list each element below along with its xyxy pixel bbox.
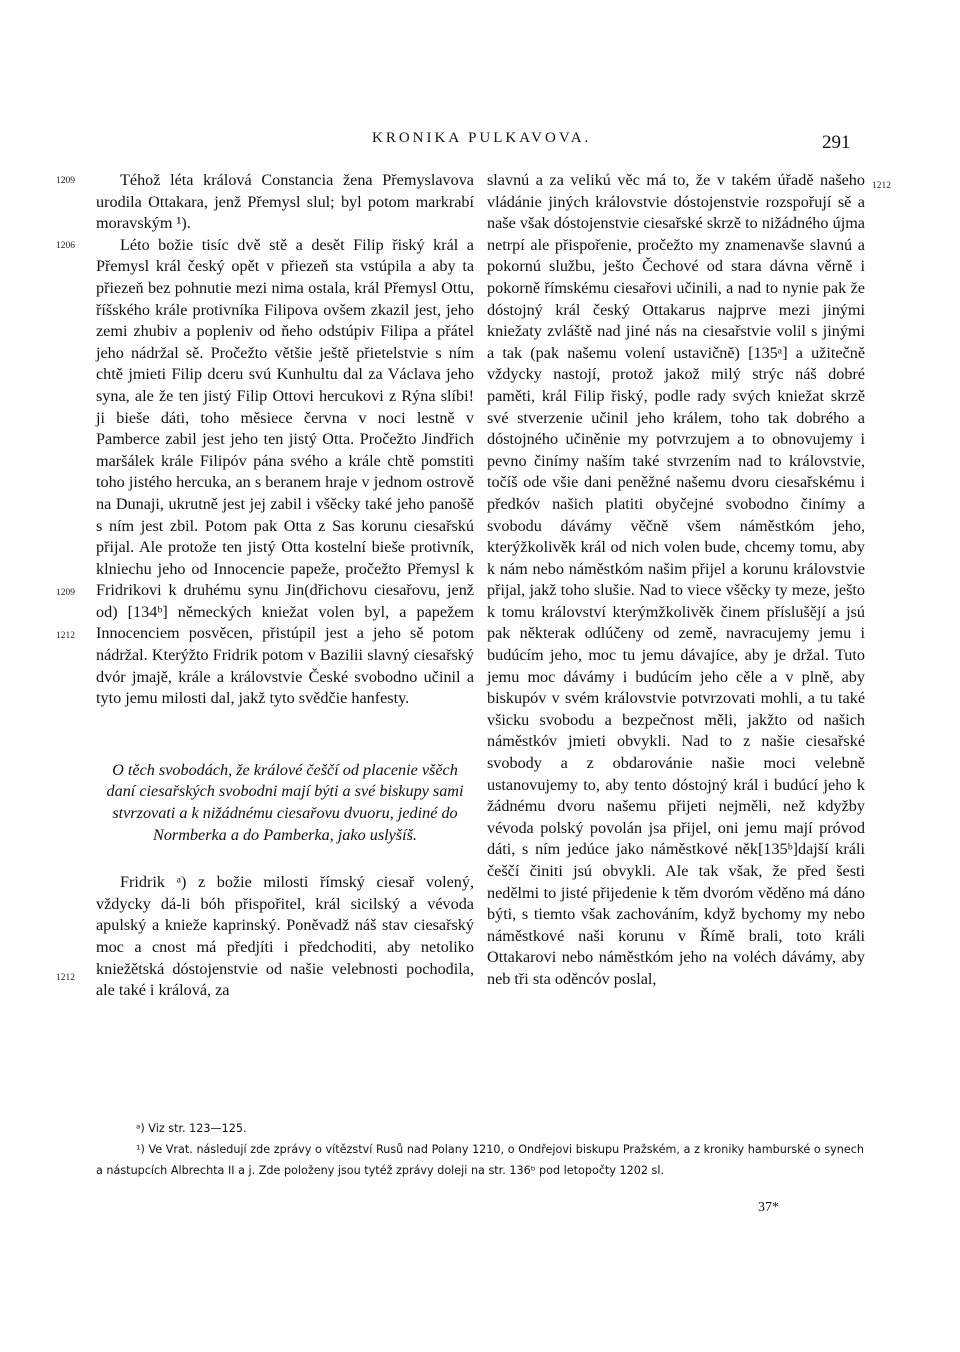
right-column xyxy=(487,170,865,991)
margin-year: 1212 xyxy=(872,181,891,191)
section-heading: O těch svobodách, že králové češčí od placenie všěch daní ciesařských svobodni mají býti a své biskupy sami stvrzovati a k nižádnému ciesařovu dvuoru, jediné do Normberka a do Pamberka, jako uslyšíš. xyxy=(106,760,464,844)
paragraph: Téhož léta králová Constancia žena Přemyslavova urodila Ottakara, jenž Přemysl slul; byl potom markrabí moravským ¹). xyxy=(96,171,474,233)
margin-year: 1206 xyxy=(56,241,75,251)
page-header xyxy=(0,130,960,154)
running-title: KRONIKA PULKAVOVA. xyxy=(372,130,592,146)
left-column xyxy=(96,170,474,1002)
margin-year: 1212 xyxy=(56,973,75,983)
footnote: ᵃ) Viz str. 123—125. xyxy=(136,1122,247,1135)
paragraph: Fridrik ᵃ) z božie milosti římský ciesař volený, vždycky dá-li bóh přispořitel, král sicilský a vévoda apulský a knieže kaprinský. Poněvadž náš stav ciesařský moc a cnost má předjíti i předchoditi, aby netoliko kniežětská dóstojenstvie od našie velebnosti pochodila, ale také i králová, za xyxy=(96,873,474,1000)
paragraph: Léto božie tisíc dvě stě a desět Filip řiský král a Přemysl král český opět v přiezeň sta vstúpila a aby ta přiezeň bez pohnutie mezi nima ostala, král Přemysl Ottu, říšského krále protivníka Filipova ovšem zkazil jest, jeho zemi zhubiv a popleniv od ňeho odstúpiv Filipa a přátel jeho nádržal sě. Pročežto většie ještě přietelstvie s ním chtě jmieti Filip dceru svú Kunhultu dal za Václava jeho syna, ale že ten jistý Filip Ottovi hercukovi z Rýna slíbi! ji bieše dáti, toho měsiece června v noci lestně v Pamberce zabil jest jeho ten jistý Otta. Pročežto Jindřich maršálek krále Filipóv pána svého a krále chtě pomstiti toho jistého hercuka, an s beranem hraje v jednom ostrově na Dunaji, ukrutně jest jej zabil i všěcky také jeho panošě s ním jest zbil. Potom pak Otta z Sas korunu ciesařskú přijal. Ale protože ten jistý Otta kostelní bieše protivník, klniechu jeho od Innocencie papeže, pročežto Přemysl k Fridrikovi k druhému synu Jin(dřichovu ciesařovu, jenž od) [134ᵇ] německých kniežat volen byl, a papežem Innocenciem posvěcen, přistúpil jest a jeho sě potom nádržal. Kterýžto Fridrik potom v Bazilii slavný ciesařský dvór jmajě, krále a královstvie České svobodno učinil a tyto jemu milosti dal, jakž tyto svědčie hanfesty. xyxy=(96,235,474,708)
paragraph: slavnú a za velikú věc má to, že v takém úřadě našeho vládánie jiných královstvie dóstojenstvie rozspořují sě a naše však dóstojenstvie ciesařské skrzě to nižádného újma netrpí ale přispořenie, pročežto my znamenavše slavnú a pokornú službu, ješto Čechové od stara dávna věrně i pokorně římskému ciesařovi učinili, a nad to nynie pak že dóstojný král český Ottakarus najprve mezi jinými kniežaty zvláště nad jiné nás na ciesařstvie volil s jinými a tak (pak našemu volení ustavičně) [135ᵃ] a užitečně vždycky nastojí, protož jakož milý strýc náš dobré paměti, král Filip řiský, podle rady svých kniežat skrzě své stverzenie učinil jeho králem, toho tak dobrého a dóstojného učiněnie my potvrzujem a to obnovujemy i pevno činímy naším také stvrzením nad to královstvie, točíš ode všie dani peněžné našemu dvoru ciesařskému i předkóv našich platiti obyčejné svobodno činímy a svobodu dávámy věčně všem náměstkóm jeho, kterýžkolivěk král od nich volen bude, chcemy tomu, aby k nám nebo náměstkóm našim přijel a korunu královstvie přijal, jakž toho slušie. Nad to viece všěcky ty meze, ješto k tomu království kterýmžkolivěk činem příslušějí a jsú pak některak odlúčeny od země, navracujemy jemu i budúcím jeho, moc tu jemu dávajíce, aby je držal. Tuto jemu moc dávámy i budúcím jeho cěle a v plně, aby biskupóv v svém královstvie potvrzovati mohli, a tu také všicku svobodu a bezpečnost měli, jakžto od našich náměstkóv jmieti obvykli. Nad to z našie ciesařské svobody a z obdarovánie našie moci velebně ustanovujemy to, aby tento dóstojný král i budúcí jeho k žádnému dvoru našemu přijeti nejměli, než kdyžby vévoda polský povolán jsa přijel, oni jemu mají próvod dáti, s ním jedúce jako náměstkové něk[135ᵇ]dajší králi češčí činiti jsú obvykli. Ale tak však, že před šesti nedělmi to jisté přijedenie k těm dvoróm věděno má dáno býti, s tiemto však zachováním, když bychomy my nebo náměstkové naši korunu v Římě brali, toto králi Ottakarovi nebo náměstkóm jeho na voléch dávámy, aby neb tři sta oděncóv poslal, xyxy=(487,171,865,988)
footnotes xyxy=(96,1118,864,1181)
margin-year: 1209 xyxy=(56,176,75,186)
signature-mark: 37* xyxy=(758,1200,779,1215)
footnote: ¹) Ve Vrat. následují zde zprávy o vítězství Rusů nad Polany 1210, o Ondřejovi biskupu Pražském, a z kroniky hamburské o synech a nástupcích Albrechta II a j. Zde položeny jsou tytéž zprávy doleji na str. 136ᵇ pod letopočty 1202 sl. xyxy=(96,1143,864,1177)
margin-year: 1209 xyxy=(56,588,75,598)
page-number: 291 xyxy=(822,132,851,153)
margin-year: 1212 xyxy=(56,631,75,641)
